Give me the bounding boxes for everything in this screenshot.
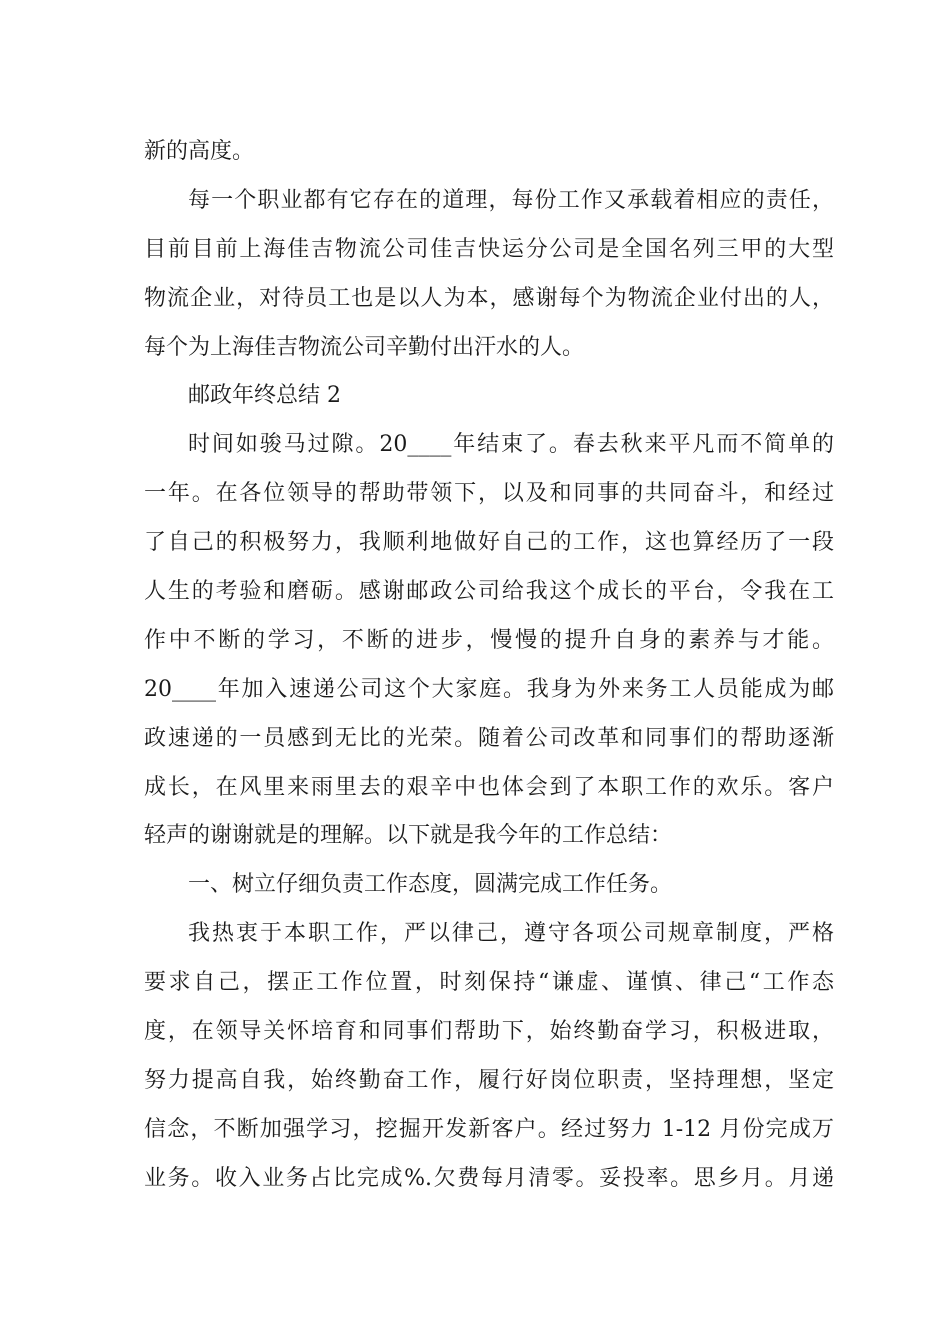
text-line: 业务。收入业务占比完成%.欠费每月清零。妥投率。思乡月。月递	[144, 1165, 834, 1191]
text-line: 了自己的积极努力，我顺利地做好自己的工作，这也算经历了一段	[144, 530, 834, 556]
text-line: 作中不断的学习，不断的进步，慢慢的提升自身的素养与才能。	[144, 627, 834, 653]
text-line: 时间如骏马过隙。20____年结束了。春去秋来平凡而不简单的	[188, 432, 834, 458]
text-line: 度，在领导关怀培育和同事们帮助下，始终勤奋学习，积极进取，	[144, 1019, 834, 1045]
text-line: 邮政年终总结 2	[188, 383, 341, 409]
text-line: 20____年加入速递公司这个大家庭。我身为外来务工人员能成为邮	[144, 676, 834, 702]
text-line: 信念，不断加强学习，挖掘开发新客户。经过努力 1-12 月份完成万	[144, 1116, 834, 1142]
document-page	[144, 128, 834, 1204]
text-line: 每一个职业都有它存在的道理，每份工作又承载着相应的责任，	[188, 187, 834, 213]
text-line: 成长，在风里来雨里去的艰辛中也体会到了本职工作的欢乐。客户	[144, 774, 834, 800]
text-line: 目前目前上海佳吉物流公司佳吉快运分公司是全国名列三甲的大型	[144, 236, 834, 262]
text-line: 每个为上海佳吉物流公司辛勤付出汗水的人。	[144, 334, 585, 360]
text-line: 要求自己，摆正工作位置，时刻保持“谦虚、谨慎、律己“工作态	[144, 970, 834, 996]
text-line: 一、树立仔细负责工作态度，圆满完成工作任务。	[188, 872, 673, 898]
text-line: 轻声的谢谢就是的理解。以下就是我今年的工作总结：	[144, 823, 673, 849]
text-line: 一年。在各位领导的帮助带领下，以及和同事的共同奋斗，和经过	[144, 481, 834, 507]
text-line: 政速递的一员感到无比的光荣。随着公司改革和同事们的帮助逐渐	[144, 725, 834, 751]
text-line: 人生的考验和磨砺。感谢邮政公司给我这个成长的平台，令我在工	[144, 579, 834, 605]
text-line: 物流企业，对待员工也是以人为本，感谢每个为物流企业付出的人，	[144, 285, 834, 311]
text-line: 我热衷于本职工作，严以律己，遵守各项公司规章制度，严格	[188, 921, 834, 947]
text-line: 新的高度。	[144, 139, 255, 164]
text-line: 努力提高自我，始终勤奋工作，履行好岗位职责，坚持理想，坚定	[144, 1067, 834, 1093]
